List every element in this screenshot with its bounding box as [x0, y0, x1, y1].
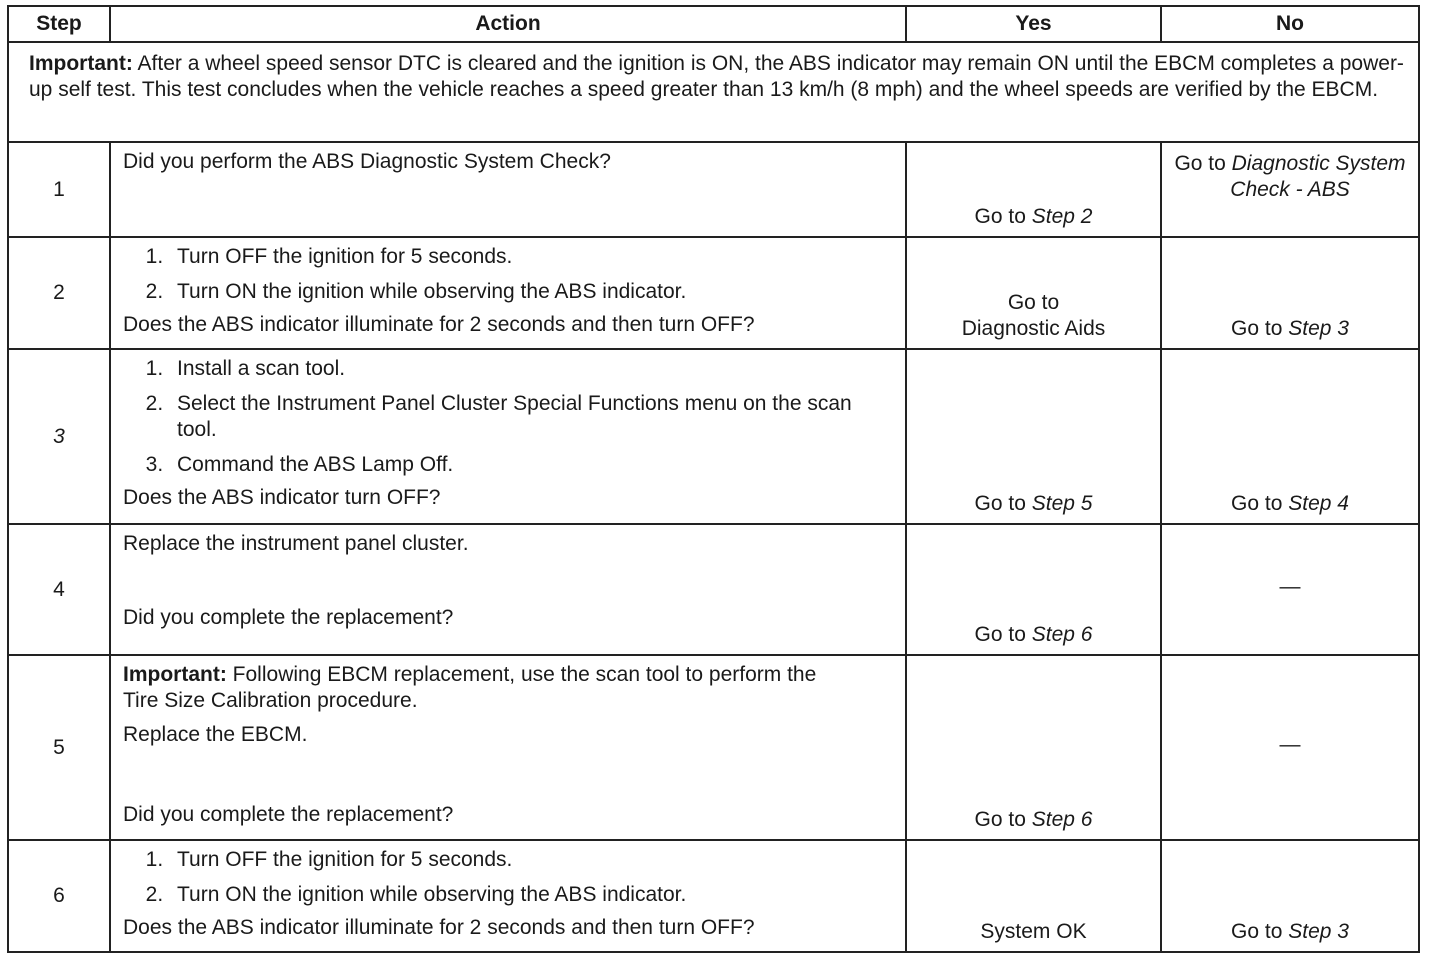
header-no: No	[1161, 6, 1419, 42]
step-number: 3	[8, 349, 110, 524]
question-text: Does the ABS indicator turn OFF?	[123, 486, 441, 509]
yes-prefix: Go to	[974, 623, 1032, 646]
action-cell	[110, 840, 906, 952]
action-cell	[110, 524, 906, 655]
no-cell	[1161, 524, 1419, 655]
yes-step-link[interactable]: Step 2	[1031, 205, 1093, 228]
yes-step-link[interactable]: Step 6	[1031, 808, 1093, 831]
action-list	[123, 356, 895, 478]
yes-cell	[906, 655, 1161, 840]
question-text: Did you perform the ABS Diagnostic System Check?	[123, 150, 611, 173]
important-label: Important:	[123, 663, 227, 686]
table-row-step-1	[8, 142, 1419, 237]
yes-line-1: Go to	[1007, 291, 1060, 314]
action-list	[123, 847, 895, 908]
table-row-step-2	[8, 237, 1419, 349]
no-cell	[1161, 237, 1419, 349]
important-block	[123, 662, 895, 714]
no-cell	[1161, 655, 1419, 840]
no-step-link[interactable]: Step 4	[1288, 492, 1349, 515]
no-cell	[1161, 142, 1419, 237]
yes-cell	[906, 349, 1161, 524]
no-step-link[interactable]: Step 3	[1288, 317, 1349, 340]
header-action: Action	[110, 6, 906, 42]
yes-prefix: Go to	[974, 492, 1032, 515]
yes-prefix: Go to	[974, 808, 1032, 831]
action-item: 1. Turn OFF the ignition for 5 seconds.	[169, 244, 895, 270]
important-note-row	[8, 42, 1419, 142]
important-note-text: After a wheel speed sensor DTC is cleared and the ignition is ON, the ABS indicator may remain ON until the EBCM completes a power-up self test. This test concludes when the vehicle reaches a speed greater than 13 km/h (8 mph) and the wheel speeds are verified by the EBCM.	[29, 52, 1404, 101]
table-row-step-5	[8, 655, 1419, 840]
table-row-step-6	[8, 840, 1419, 952]
yes-step-link[interactable]: Step 6	[1031, 623, 1093, 646]
step-number: 1	[8, 142, 110, 237]
yes-step-link[interactable]: Step 5	[1031, 492, 1093, 515]
no-dash: —	[1279, 732, 1301, 756]
step-number: 5	[8, 655, 110, 840]
no-cell	[1161, 349, 1419, 524]
no-diagnostic-link[interactable]: Diagnostic System Check - ABS	[1230, 152, 1406, 201]
no-prefix: Go to	[1231, 492, 1289, 515]
action-item: 3. Command the ABS Lamp Off.	[169, 452, 875, 478]
header-yes: Yes	[906, 6, 1161, 42]
step-number: 6	[8, 840, 110, 952]
important-text: Following EBCM replacement, use the scan tool to perform the Tire Size Calibration procedure.	[123, 663, 817, 712]
action-item: 1. Install a scan tool.	[169, 356, 875, 382]
question-text: Does the ABS indicator illuminate for 2 seconds and then turn OFF?	[123, 313, 755, 336]
table-row-step-4	[8, 524, 1419, 655]
yes-cell	[906, 524, 1161, 655]
no-dash: —	[1279, 574, 1301, 598]
no-prefix: Go to	[1231, 920, 1289, 943]
important-note-label: Important:	[29, 52, 133, 75]
action-item: 2. Turn ON the ignition while observing the ABS indicator.	[169, 279, 895, 305]
yes-diagnostic-aids-link[interactable]: Diagnostic Aids	[961, 317, 1106, 340]
question-text: Did you complete the replacement?	[123, 803, 454, 826]
action-cell	[110, 142, 906, 237]
action-item: 2. Turn ON the ignition while observing the ABS indicator.	[169, 882, 895, 908]
yes-prefix: Go to	[974, 205, 1032, 228]
instruction-text: Replace the instrument panel cluster.	[123, 532, 469, 555]
diagnostic-table	[7, 5, 1420, 953]
yes-result: System OK	[980, 920, 1087, 943]
table-row-step-3	[8, 349, 1419, 524]
no-cell	[1161, 840, 1419, 952]
action-item: 2. Select the Instrument Panel Cluster Special Functions menu on the scan tool.	[169, 391, 875, 443]
question-text: Did you complete the replacement?	[123, 606, 454, 629]
action-cell	[110, 349, 906, 524]
header-step: Step	[8, 6, 110, 42]
action-cell	[110, 655, 906, 840]
step-number: 2	[8, 237, 110, 349]
yes-cell	[906, 840, 1161, 952]
important-note	[8, 42, 1419, 142]
no-prefix: Go to	[1174, 152, 1232, 175]
question-text: Does the ABS indicator illuminate for 2 seconds and then turn OFF?	[123, 916, 755, 939]
step-number: 4	[8, 524, 110, 655]
action-cell	[110, 237, 906, 349]
action-list	[123, 244, 895, 305]
no-step-link[interactable]: Step 3	[1288, 920, 1349, 943]
header-row	[8, 6, 1419, 42]
yes-cell	[906, 237, 1161, 349]
action-item: 1. Turn OFF the ignition for 5 seconds.	[169, 847, 895, 873]
yes-cell	[906, 142, 1161, 237]
instruction-text: Replace the EBCM.	[123, 723, 308, 746]
no-prefix: Go to	[1231, 317, 1289, 340]
